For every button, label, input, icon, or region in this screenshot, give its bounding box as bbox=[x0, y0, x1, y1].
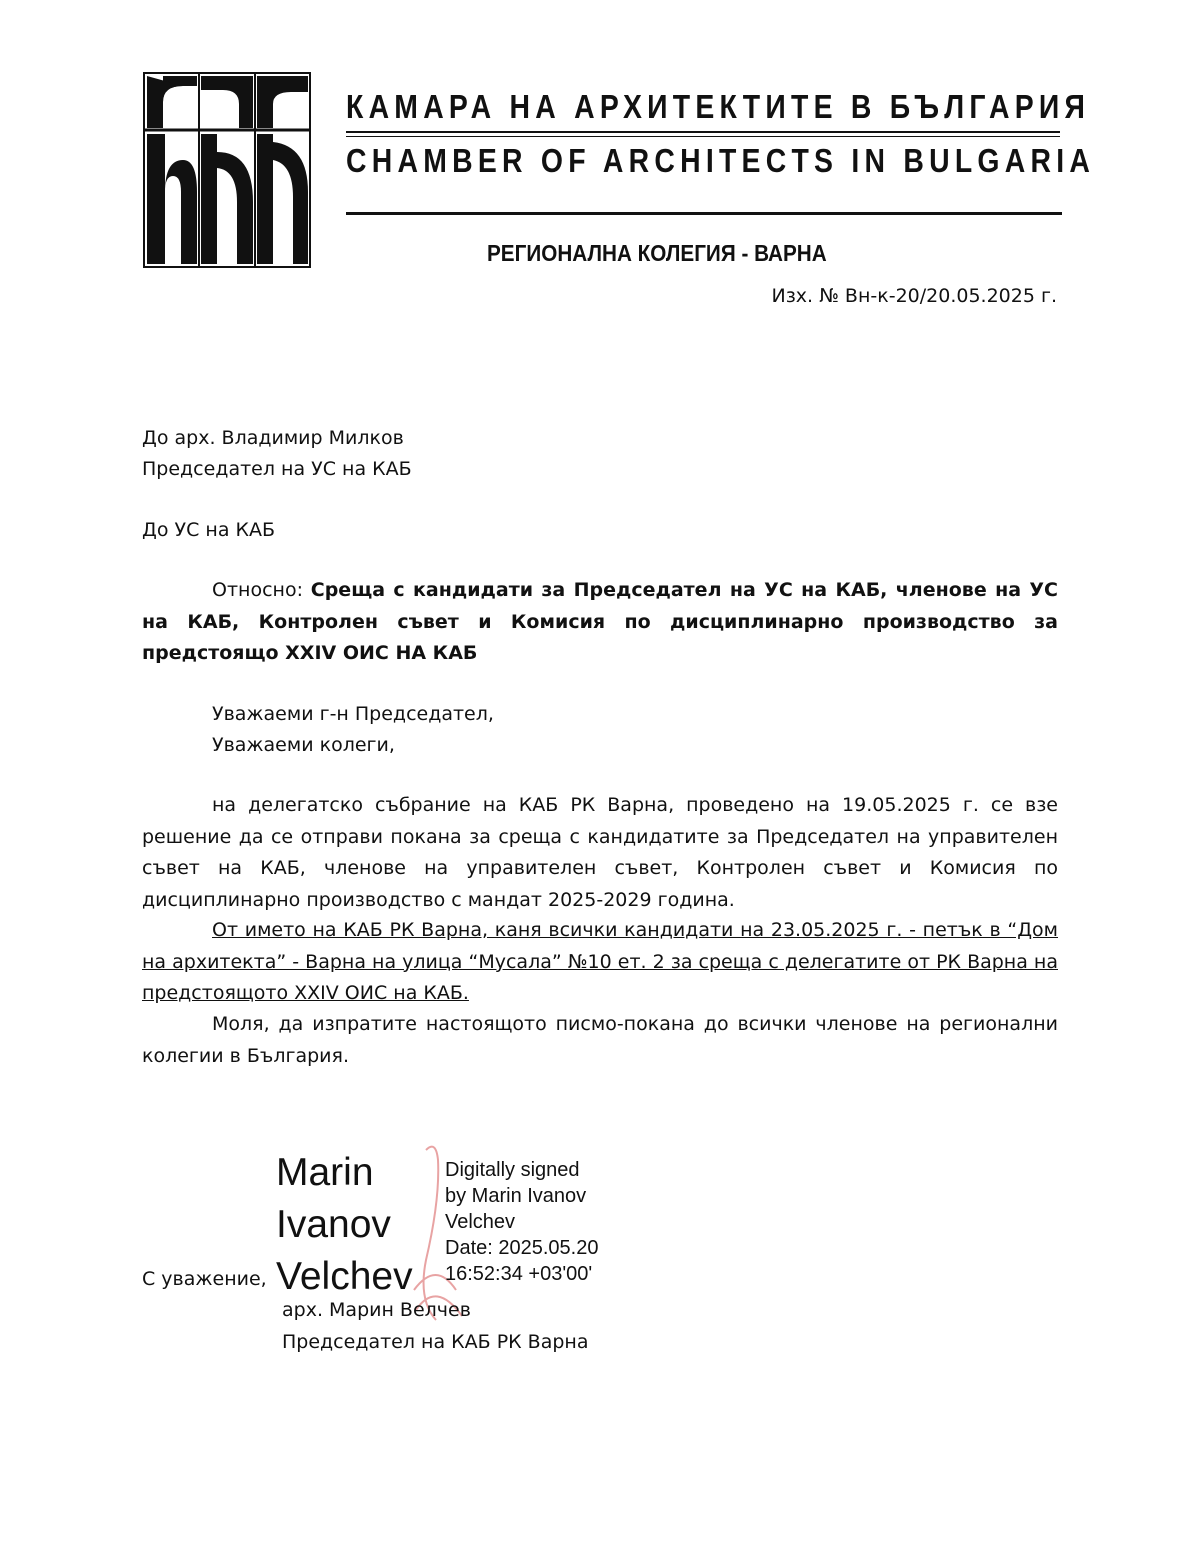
body-paragraph: на делегатско събрание на КАБ РК Варна, проведено на 19.05.2025 г. се взе решение да се отправи покана за среща с кандидатите за Председател на управителен съвет на КАБ, членове на управителен съвет, Контролен съвет и Комисия по дисциплинарно производство с мандат 2025-2029 година. bbox=[142, 794, 1058, 911]
addressee-line: До УС на КАБ bbox=[142, 519, 276, 541]
header-divider bbox=[346, 212, 1062, 215]
reference-number: Изх. № Вн-к-20/20.05.2025 г. bbox=[771, 285, 1057, 307]
region-name: РЕГИОНАЛНА КОЛЕГИЯ - ВАРНА bbox=[487, 240, 827, 266]
signature-name: Marin Ivanov Velchev bbox=[276, 1151, 413, 1298]
signatory-title: Председател на КАБ РК Варна bbox=[282, 1331, 589, 1353]
signature-details: Digitally signed by Marin Ivanov Velchev Date: 2025.05.20 16:52:34 +03'00' bbox=[445, 1159, 599, 1285]
org-name-bg: КАМАРА НА АРХИТЕКТИТЕ В БЪЛГАРИЯ bbox=[346, 88, 1091, 125]
header-rule bbox=[346, 131, 1060, 133]
closing-regards: С уважение, bbox=[142, 1268, 267, 1290]
salutation-line: Уважаеми колеги, bbox=[212, 734, 395, 756]
subject-text: Среща с кандидати за Председател на УС на КАБ, членове на УС на КАБ, Контролен съвет и Комисия по дисциплинарно производство за предстоящо XXIV ОИС НА КАБ bbox=[142, 579, 1058, 664]
header-rule bbox=[346, 136, 1060, 137]
subject-paragraph bbox=[142, 575, 1058, 670]
subject-label: Относно: bbox=[212, 579, 311, 601]
addressee-line: Председател на УС на КАБ bbox=[142, 458, 412, 480]
addressee-line: До арх. Владимир Милков bbox=[142, 427, 404, 449]
body-paragraph-invitation: От името на КАБ РК Варна, каня всички кандидати на 23.05.2025 г. - петък в “Дом на архитекта” - Варна на улица “Мусала” №10 ет. 2 за среща с делегатите от РК Варна на предстоящото XXIV ОИС на КАБ. bbox=[142, 919, 1058, 1004]
body-paragraph: Моля, да изпратите настоящото писмо-покана до всички членове на регионални колегии в България. bbox=[142, 1013, 1058, 1067]
chamber-logo bbox=[143, 72, 311, 268]
salutation-line: Уважаеми г-н Председател, bbox=[212, 703, 494, 725]
signatory-name: арх. Марин Велчев bbox=[282, 1299, 471, 1321]
org-name-en: CHAMBER OF ARCHITECTS IN BULGARIA bbox=[346, 142, 1096, 179]
